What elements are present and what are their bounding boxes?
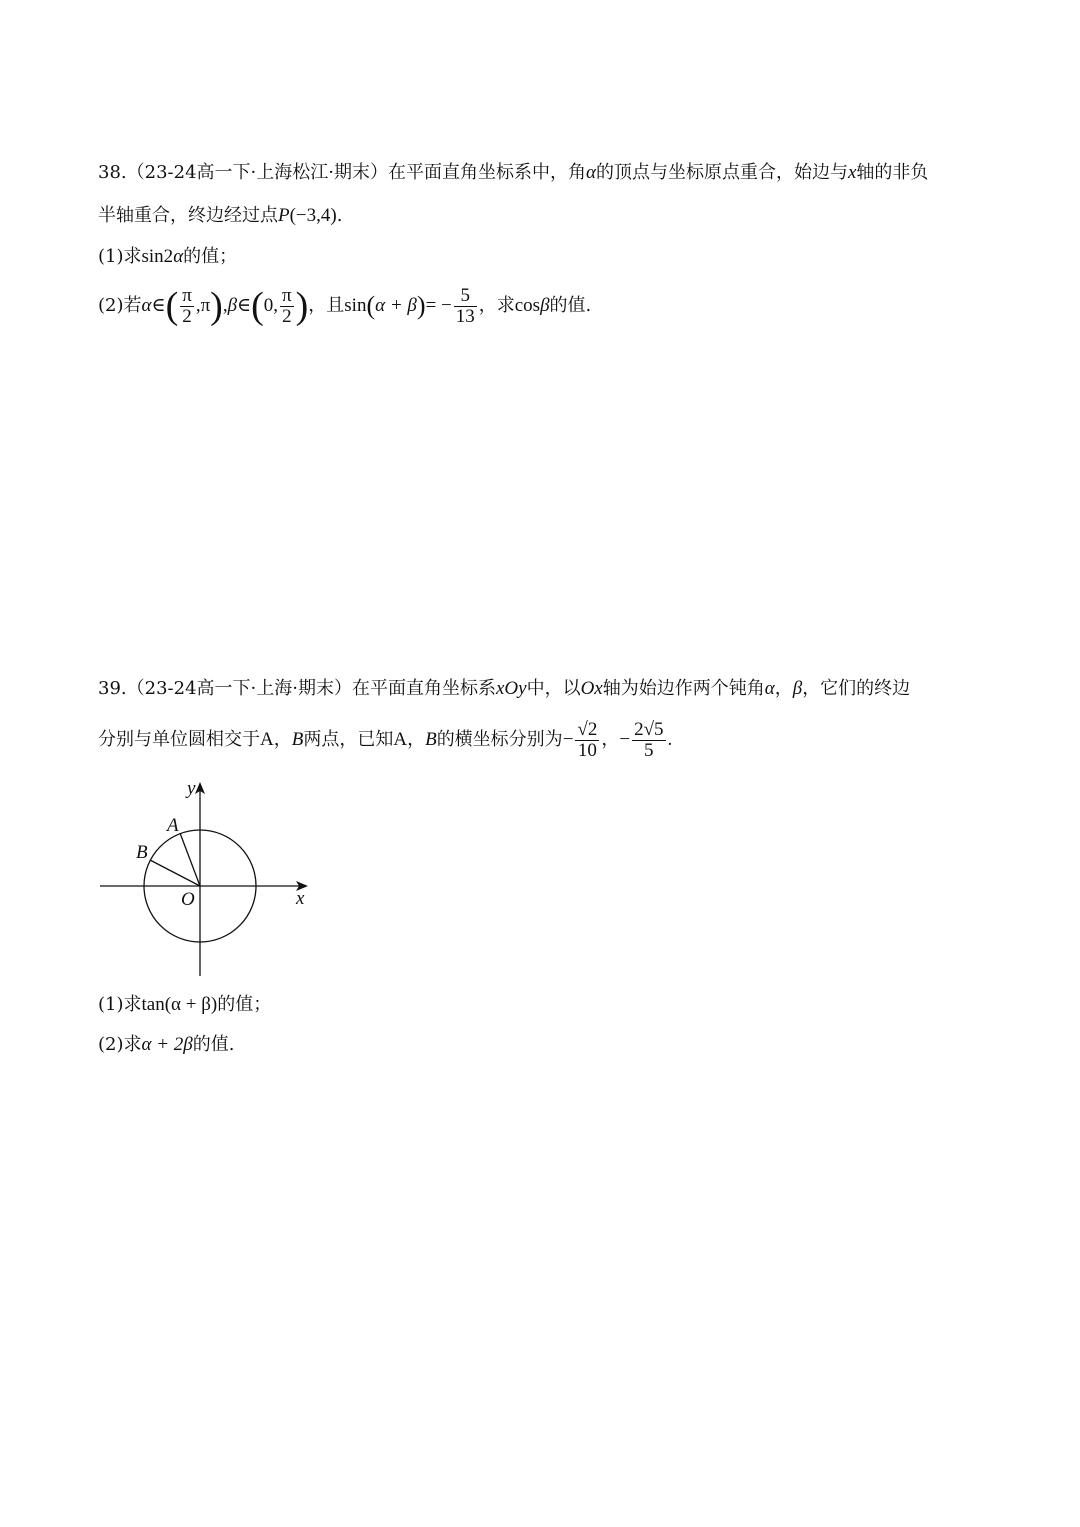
q38-part2-fraction: $\frac{5}{13}$	[455, 284, 475, 327]
q39-stem-b: 中，以	[526, 678, 581, 699]
q39-part-2	[98, 1032, 235, 1058]
q39-number: 39.	[98, 678, 127, 699]
q39-A2: A	[393, 729, 408, 750]
q38-part2-prefix: (2)若	[98, 295, 142, 316]
unit-circle-figure	[96, 776, 320, 984]
q38-part2-mid: ，且	[308, 295, 345, 316]
q38-stem-c: 轴的非负	[856, 162, 929, 183]
q38-part1-suffix: 的值；	[183, 246, 238, 267]
q38-part2-suffix: 的值.	[549, 295, 592, 316]
q39-part2-prefix: (2)求	[98, 1034, 142, 1055]
label-O: O	[181, 889, 195, 910]
q39-stem-d: ，它们的终边	[802, 678, 911, 699]
q38-part2-cos-var: β	[540, 295, 550, 316]
q39-B2: B	[425, 729, 437, 750]
q38-part2-pi-half-1: $\frac{\pi}{2}$	[182, 284, 192, 327]
q39-source: （23-24高一下·上海·期末）	[126, 678, 352, 699]
ray-OB	[150, 860, 200, 886]
q38-part2-in2: ∈	[237, 295, 252, 316]
q39-part2-expr: α + 2β	[141, 1034, 193, 1055]
label-y: y	[187, 778, 196, 799]
q38-part2-in1: ∈	[151, 295, 166, 316]
q39-part1-expr: tan(α + β)	[141, 994, 218, 1015]
q38-part2-cos: cos	[514, 295, 541, 316]
q39-stem-a: 在平面直角坐标系	[351, 678, 496, 699]
label-x: x	[296, 888, 305, 909]
label-A: A	[167, 815, 179, 836]
q38-part1-expr: sin2	[141, 246, 174, 267]
q38-point-coords: (−3,4)	[289, 205, 337, 226]
q38-part2-pi-right: ,π	[195, 295, 211, 316]
q39-A: A	[260, 729, 274, 750]
q39-line-1: 39.（23-24高一下·上海·期末）在平面直角坐标系xOy中，以Ox轴为始边作两个钝角α，β，它们的终边	[98, 678, 911, 699]
q38-line-1	[98, 160, 928, 186]
q39-alpha: α	[764, 678, 775, 699]
q38-part2-beta: β	[227, 295, 238, 316]
q38-part2-alpha: α	[141, 295, 152, 316]
q39-stem-c: 轴为始边作两个钝角	[602, 678, 765, 699]
q38-stem-b: 的顶点与坐标原点重合，始边与	[595, 162, 848, 183]
q38-line-2	[98, 203, 342, 229]
q39-line2-b: 两点，已知	[303, 729, 394, 750]
q38-part2-pi-half-2: $\frac{\pi}{2}$	[282, 284, 292, 327]
q39-B: B	[291, 729, 304, 750]
q39-part1-suffix: 的值；	[217, 994, 272, 1015]
q39-line2-c: 的横坐标分别为	[436, 729, 563, 750]
q38-line2-end: .	[336, 205, 343, 226]
q38-line2-text: 半轴重合，终边经过点	[98, 205, 278, 226]
q39-beta: β	[792, 678, 803, 699]
q39-xoy: xOy	[495, 678, 527, 699]
q39-fraction-1: $\frac{√2}{10}$	[577, 718, 598, 761]
q38-number: 38.	[98, 162, 127, 183]
q38-part2-zero: 0,	[263, 295, 279, 316]
q38-part1-prefix: (1)求	[98, 246, 142, 267]
q39-line-2: 分别与单位圆相交于A，B两点，已知A，B的横坐标分别为− $\frac{√2}{10}$ ，− $\frac{2√5}{5}$ .	[98, 718, 673, 761]
q38-part-1	[98, 244, 237, 270]
q39-part2-suffix: 的值.	[192, 1034, 235, 1055]
q38-part2-sin: sin	[344, 295, 367, 316]
q39-part1-prefix: (1)求	[98, 994, 142, 1015]
q39-ox: Ox	[580, 678, 603, 699]
q38-part2-eq: = −	[425, 295, 452, 316]
label-B: B	[136, 842, 148, 863]
q38-point-label: P	[278, 205, 290, 226]
q38-part-2: (2)若α∈( $\frac{\pi}{2}$ ,π),β∈(0, $\frac{\pi}{2}$ )，且sin(α + β)= − $\frac{5}{13}$ ，求cosβ的值.	[98, 284, 592, 327]
q38-part2-comma: ,	[222, 295, 228, 316]
q38-x-var: x	[847, 162, 857, 183]
q38-part2-sum: α + β	[375, 295, 417, 316]
ray-OA	[180, 833, 200, 886]
q38-part1-var: α	[173, 246, 184, 267]
q38-stem-a: 在平面直角坐标系中，角	[387, 162, 586, 183]
q38-alpha: α	[585, 162, 596, 183]
q39-line2-a: 分别与单位圆相交于	[98, 729, 260, 750]
q38-part2-ask: ，求	[478, 295, 515, 316]
q39-fraction-2: $\frac{2√5}{5}$	[634, 718, 664, 761]
q39-part-1	[98, 992, 271, 1018]
q38-source: （23-24高一下·上海松江·期末）	[126, 162, 388, 183]
